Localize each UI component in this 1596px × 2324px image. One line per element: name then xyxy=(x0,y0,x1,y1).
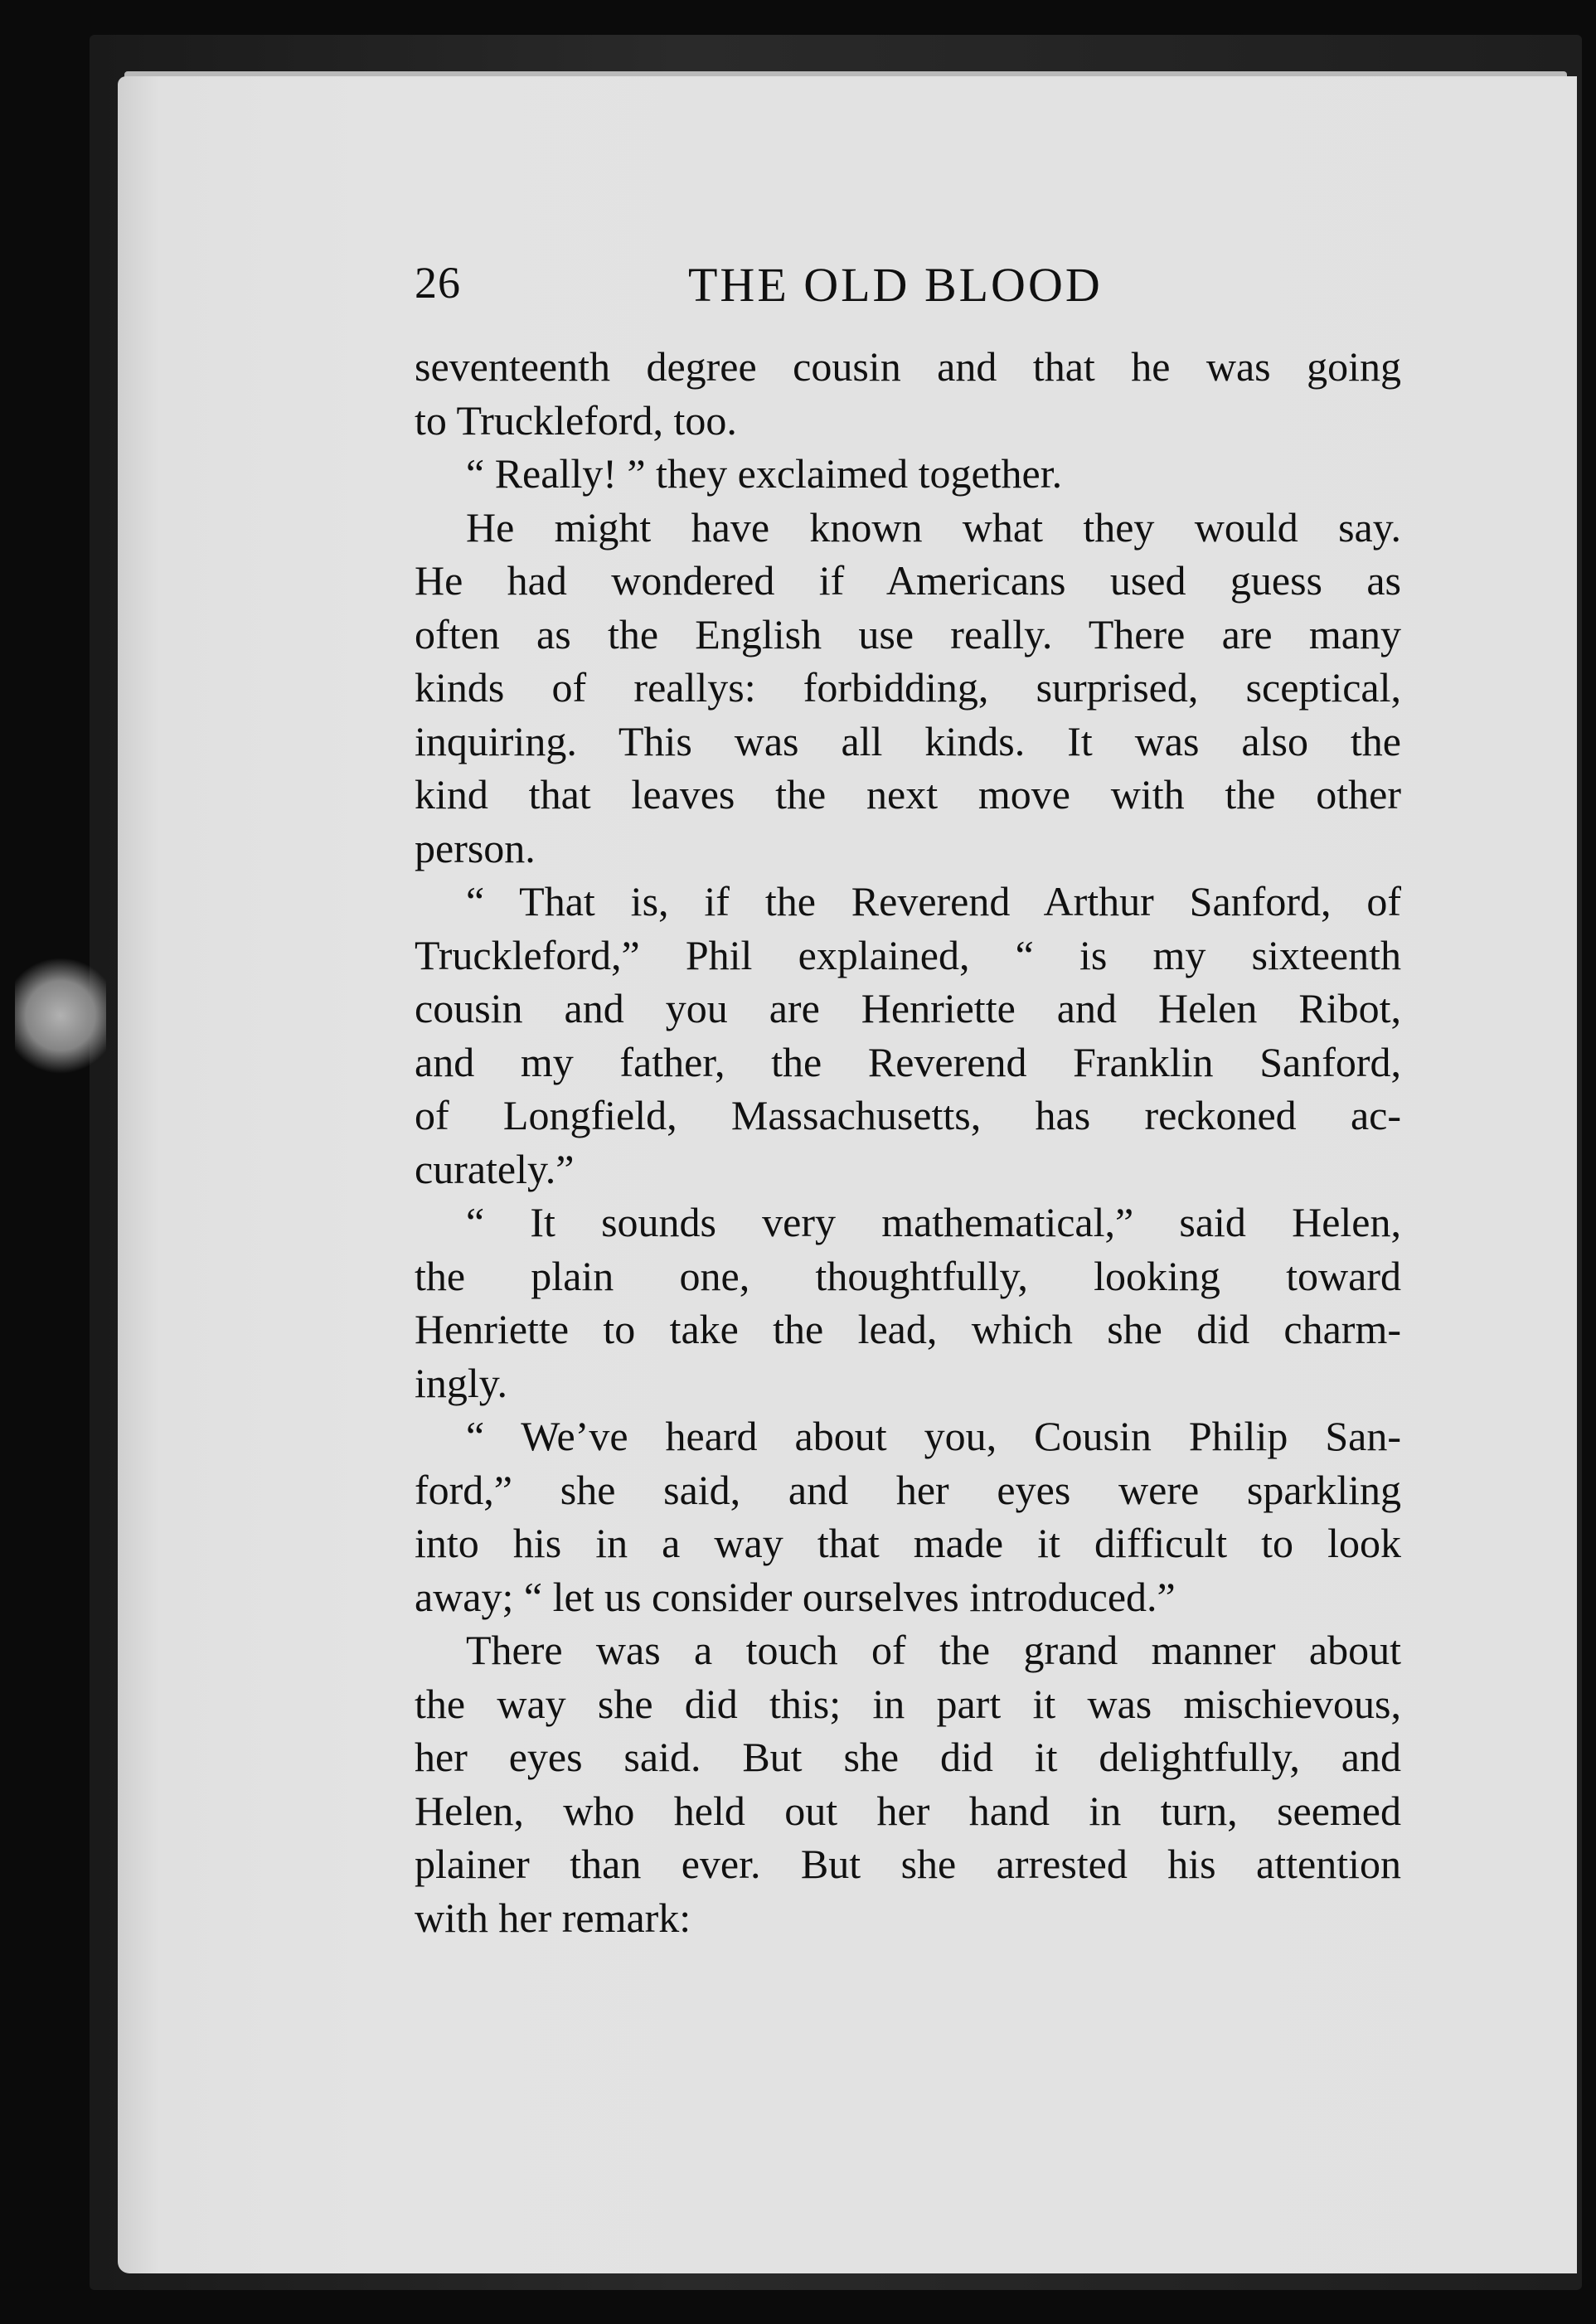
text-line: the way she did this; in part it was mischievous, xyxy=(415,1680,1401,1727)
text-line: inquiring. This was all kinds. It was also the xyxy=(415,717,1401,764)
text-line: kind that leaves the next move with the other xyxy=(415,771,1401,818)
running-head xyxy=(415,257,1401,323)
text-line: into his in a way that made it difficult to look xyxy=(415,1520,1401,1566)
text-line: of Longfield, Massachusetts, has reckoned ac- xyxy=(415,1092,1401,1138)
text-line: to Truckleford, too. xyxy=(415,396,737,444)
text-line: and my father, the Reverend Franklin Sanford, xyxy=(415,1038,1401,1085)
text-line: away; “ let us consider ourselves introduced.” xyxy=(415,1573,1176,1620)
text-line: the plain one, thoughtfully, looking toward xyxy=(415,1252,1401,1299)
text-line: person. xyxy=(415,824,536,871)
binding-damage xyxy=(15,953,106,1078)
text-line: with her remark: xyxy=(415,1894,691,1941)
text-line: often as the English use really. There are many xyxy=(415,610,1401,657)
text-line: ford,” she said, and her eyes were sparkling xyxy=(415,1466,1401,1513)
body-text xyxy=(415,340,1401,1944)
text-line: curately.” xyxy=(415,1145,575,1192)
text-line: Helen, who held out her hand in turn, seemed xyxy=(415,1787,1401,1834)
text-line: He had wondered if Americans used guess as xyxy=(415,557,1401,604)
text-line: Henriette to take the lead, which she did charm- xyxy=(415,1306,1401,1352)
text-line: plainer than ever. But she arrested his attention xyxy=(415,1841,1401,1887)
text-line: There was a touch of the grand manner about xyxy=(466,1627,1401,1673)
text-line: “ It sounds very mathematical,” said Helen, xyxy=(466,1199,1401,1245)
page-number: 26 xyxy=(415,258,461,308)
text-line: seventeenth degree cousin and that he was going xyxy=(415,343,1401,390)
text-line: Truckleford,” Phil explained, “ is my sixteenth xyxy=(415,931,1401,978)
text-line: her eyes said. But she did it delightfully, and xyxy=(415,1734,1401,1780)
text-line: cousin and you are Henriette and Helen Ribot, xyxy=(415,985,1401,1031)
running-title: THE OLD BLOOD xyxy=(688,258,1103,312)
text-line: ingly. xyxy=(415,1359,508,1406)
text-line: “ We’ve heard about you, Cousin Philip San- xyxy=(466,1413,1401,1459)
text-line: kinds of reallys: forbidding, surprised, sceptical, xyxy=(415,664,1401,711)
text-line: He might have known what they would say. xyxy=(466,503,1401,551)
text-line: “ Really! ” they exclaimed together. xyxy=(466,450,1063,497)
text-line: “ That is, if the Reverend Arthur Sanford, of xyxy=(466,878,1401,924)
